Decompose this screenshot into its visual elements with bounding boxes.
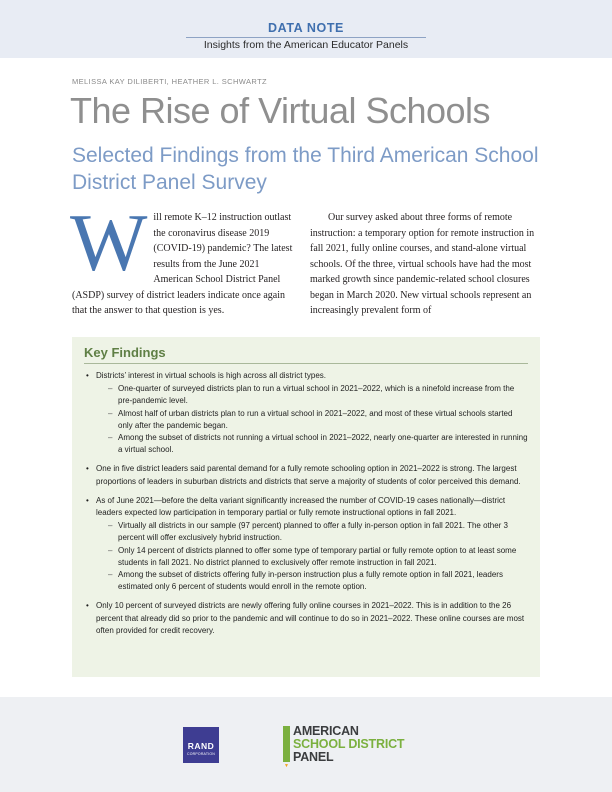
intro-paragraph-continued: Our survey asked about three forms of remote instruction: a temporary option for remote instruction in fall 2021, fully online courses, and stand-alone virtual schools. Of the three, virtual schools have had the most marked growth since pandemic-related school closures began in March 2020. New virtual schools represent an increasingly prevalent form of bbox=[310, 212, 535, 316]
header-divider bbox=[186, 37, 426, 38]
finding-subitem: – Virtually all districts in our sample (97 percent) planned to offer a fully in-person option in fall 2021. The other 3 percent will offer exclusively hybrid instruction. bbox=[96, 520, 528, 544]
key-findings-title: Key Findings bbox=[84, 345, 528, 364]
finding-sublist bbox=[96, 520, 528, 593]
finding-text: One in five district leaders said parental demand for a fully remote schooling option in 2021–2022 is strong. The largest proportions of leaders in suburban districts and districts that serve a majority of students of color perceived this demand. bbox=[96, 464, 521, 486]
asdp-logo-line-2: SCHOOL DISTRICT bbox=[293, 737, 405, 751]
finding-subitem: – Among the subset of districts offering fully in-person instruction plus a fully remote option in fall 2021, leaders estimated only 6 percent of students would enroll in the remote option. bbox=[96, 569, 528, 593]
document-type-label: DATA NOTE bbox=[268, 21, 344, 35]
header-banner bbox=[0, 0, 612, 58]
page-subtitle: Selected Findings from the Third American School District Panel Survey bbox=[72, 144, 539, 194]
drop-cap: W bbox=[70, 197, 148, 288]
asdp-logo-bar bbox=[283, 726, 290, 762]
key-findings-box bbox=[72, 337, 540, 677]
finding-subitem: – One-quarter of surveyed districts plan to run a virtual school in 2021–2022, which is a ninefold increase from the pre-pandemic level. bbox=[96, 383, 528, 407]
finding-subitem: – Almost half of urban districts plan to run a virtual school in 2021–2022, and most of these virtual schools started only after the pandemic began. bbox=[96, 408, 528, 432]
finding-item bbox=[84, 463, 528, 487]
rand-logo-name: RAND bbox=[187, 741, 215, 751]
asdp-logo-mark: ▼ bbox=[284, 763, 289, 769]
finding-text: Only 10 percent of surveyed districts are newly offering fully online courses in 2021–2022. This is in addition to the 26 percent that already did so prior to the pandemic and will continue to do so in 2021–2022. These online courses are most often provided for credit recovery. bbox=[96, 601, 525, 635]
series-subtitle: Insights from the American Educator Panels bbox=[203, 39, 409, 51]
key-findings-list bbox=[84, 370, 528, 637]
intro-column-right bbox=[310, 210, 538, 319]
finding-sublist bbox=[96, 383, 528, 456]
finding-subitem: – Only 14 percent of districts planned to offer some type of temporary partial or fully remote option to at least some students in fall 2021. No district planned to exclusively offer remote instruction in fall 2021. bbox=[96, 545, 528, 569]
asdp-logo bbox=[283, 725, 443, 769]
finding-item bbox=[84, 370, 528, 456]
finding-text: As of June 2021—before the delta variant significantly increased the number of COVID-19 cases nationally—district leaders expected low participation in temporary partial or fully remote instructional options in fall 2021. bbox=[96, 495, 506, 518]
rand-logo bbox=[183, 727, 219, 763]
intro-column-left bbox=[70, 197, 298, 319]
finding-item bbox=[84, 600, 528, 637]
intro-paragraph: ill remote K–12 instruction outlast the coronavirus disease 2019 (COVID-19) pandemic? The latest results from the June 2021 American School District Panel (ASDP) survey of district leaders indicate once again that the answer to that question is yes. bbox=[72, 212, 293, 316]
asdp-logo-line-3: PANEL bbox=[293, 750, 334, 764]
asdp-logo-line-1: AMERICAN bbox=[293, 724, 359, 738]
finding-subitem: – Among the subset of districts not running a virtual school in 2021–2022, nearly one-quarter are interested in running a virtual school. bbox=[96, 432, 528, 456]
finding-item bbox=[84, 495, 528, 594]
finding-text: Districts’ interest in virtual schools is high across all district types. bbox=[96, 371, 326, 380]
page-title: The Rise of Virtual Schools bbox=[70, 90, 491, 131]
author-line: MELISSA KAY DILIBERTI, HEATHER L. SCHWARTZ bbox=[72, 77, 268, 86]
rand-logo-subtitle: CORPORATION bbox=[187, 752, 215, 756]
